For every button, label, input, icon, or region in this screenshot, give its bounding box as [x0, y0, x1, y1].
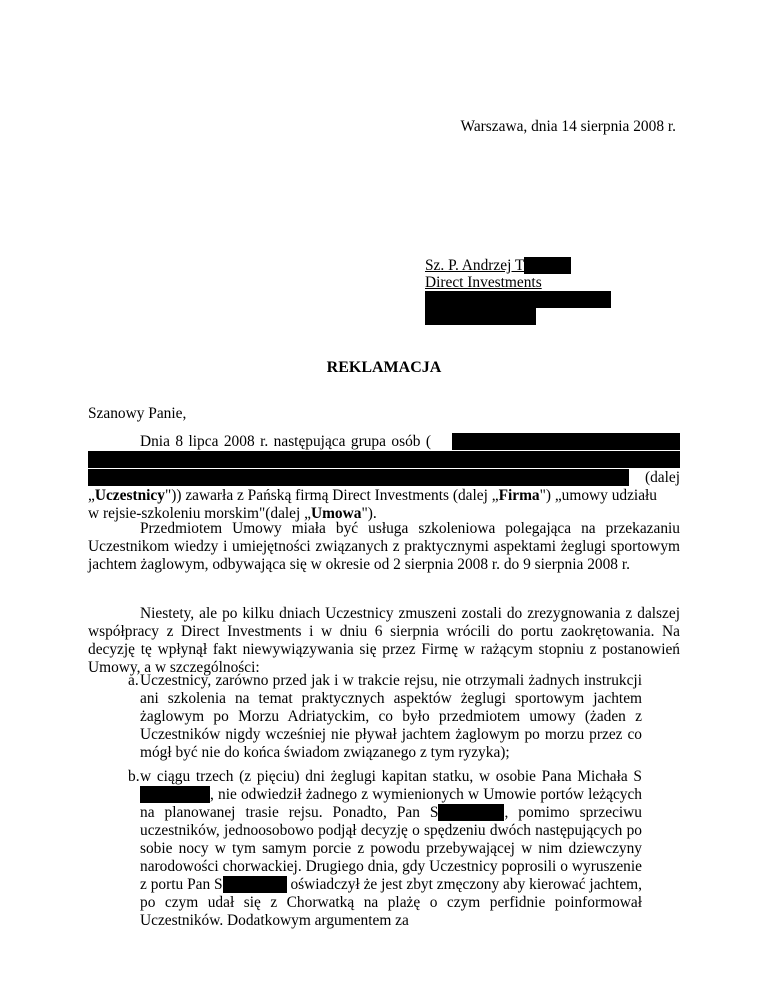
defined-term: Uczestnicy	[94, 487, 165, 504]
recipient-address	[425, 257, 611, 325]
list-item-fragment: , pomimo sprzeciwu uczestników, jednoosobowo podjął decyzję o spędzeniu dwóch następujących po sobie nocy w tym samym porcie z powodu przebywającej w nim dziewczyny narodowości chorwackiej. Drugiego dnia, gdy Uczestnicy poprosili o wyruszenie z portu Pan S	[140, 804, 642, 893]
list-item	[88, 768, 680, 930]
paragraph-text: w rejsie-szkoleniu morskim"(dalej „	[88, 505, 311, 522]
recipient-company-line	[425, 274, 611, 291]
recipient-redacted-line	[425, 308, 611, 325]
recipient-redacted-line	[425, 291, 611, 308]
paragraph-text: „	[88, 487, 95, 504]
greeting: Szanowy Panie,	[88, 405, 187, 422]
list-item-text: Uczestnicy, zarówno przed jak i w trakcie rejsu, nie otrzymali żadnych instrukcji ani szkolenia na temat praktycznych aspektów żeglugi sportowym jachtem żaglowym po Morzu Adriatyckim, co było przedmiotem umowy (żaden z Uczestników nigdy wcześniej nie pływał jachtem żaglowym po morzu przez co mógł być nie do końca świadom związanego z tym ryzyka);	[140, 672, 642, 761]
redaction-bar	[223, 876, 287, 893]
list-item	[88, 672, 680, 762]
paragraph-line	[88, 469, 680, 487]
paragraph-participants	[88, 433, 680, 523]
defined-term: Firma	[498, 487, 540, 504]
redaction-bar	[524, 257, 571, 274]
paragraph-text: ").	[361, 505, 377, 522]
paragraph-line	[88, 451, 680, 469]
list-item-fragment: oświadczył że jest zbyt zmęczony aby kierować jachtem, po czym udał się z Chorwatką na plażę o czym perfidnie poinformował Uczestników. Dodatkowym argumentem za	[140, 876, 642, 929]
redaction-bar	[425, 308, 536, 325]
recipient-company: Direct Investments	[425, 274, 542, 291]
recipient-name: Sz. P. Andrzej T	[425, 257, 525, 274]
date-line: Warszawa, dnia 14 sierpnia 2008 r.	[460, 118, 676, 135]
defined-term: Umowa	[310, 505, 362, 522]
redaction-bar	[140, 786, 210, 803]
paragraph-text: Dnia 8 lipca 2008 r. następująca grupa osób (	[140, 433, 432, 450]
redaction-bar	[425, 291, 611, 308]
paragraph-subject: Przedmiotem Umowy miała być usługa szkoleniowa polegająca na przekazaniu Uczestnikom wiedzy i umiejętności związanych z praktycznymi aspektami żeglugi sportowym jachtem żaglowym, odbywająca się w okresie od 2 sierpnia 2008 r. do 9 sierpnia 2008 r.	[88, 520, 680, 573]
paragraph-text: ") „umowy udziału	[539, 487, 657, 504]
complaint-list	[88, 672, 680, 936]
list-item-fragment: w ciągu trzech (z pięciu) dni żeglugi kapitan statku, w osobie Pana Michała S	[140, 768, 642, 785]
redaction-bar	[88, 469, 629, 486]
paragraph-line	[88, 487, 680, 505]
list-item-text	[140, 768, 642, 930]
paragraph-text: ")) zawarła z Pańską firmą Direct Investments (dalej „	[164, 487, 499, 504]
paragraph-text: (dalej	[644, 469, 680, 486]
recipient-name-line	[425, 257, 611, 274]
list-item-fragment: , nie odwiedził żadnego z wymienionych w Umowie portów leżących na planowanej trasie rejsu. Ponadto, Pan S	[140, 786, 642, 821]
list-marker: b.	[128, 768, 140, 785]
paragraph-complaint: Niestety, ale po kilku dniach Uczestnicy zmuszeni zostali do zrezygnowania z dalszej współpracy z Direct Investments i w dniu 6 sierpnia wrócili do portu zaokrętowania. Na decyzję tę wpłynął fakt niewywiązywania się przez Firmę w rażącym stopniu z postanowień Umowy, a w szczególności:	[88, 605, 680, 676]
redaction-bar	[438, 804, 504, 821]
paragraph-line	[88, 433, 680, 451]
list-marker: a.	[128, 672, 139, 689]
redaction-bar	[88, 451, 680, 468]
redaction-bar	[452, 433, 680, 450]
document-title: REKLAMACJA	[326, 359, 442, 376]
